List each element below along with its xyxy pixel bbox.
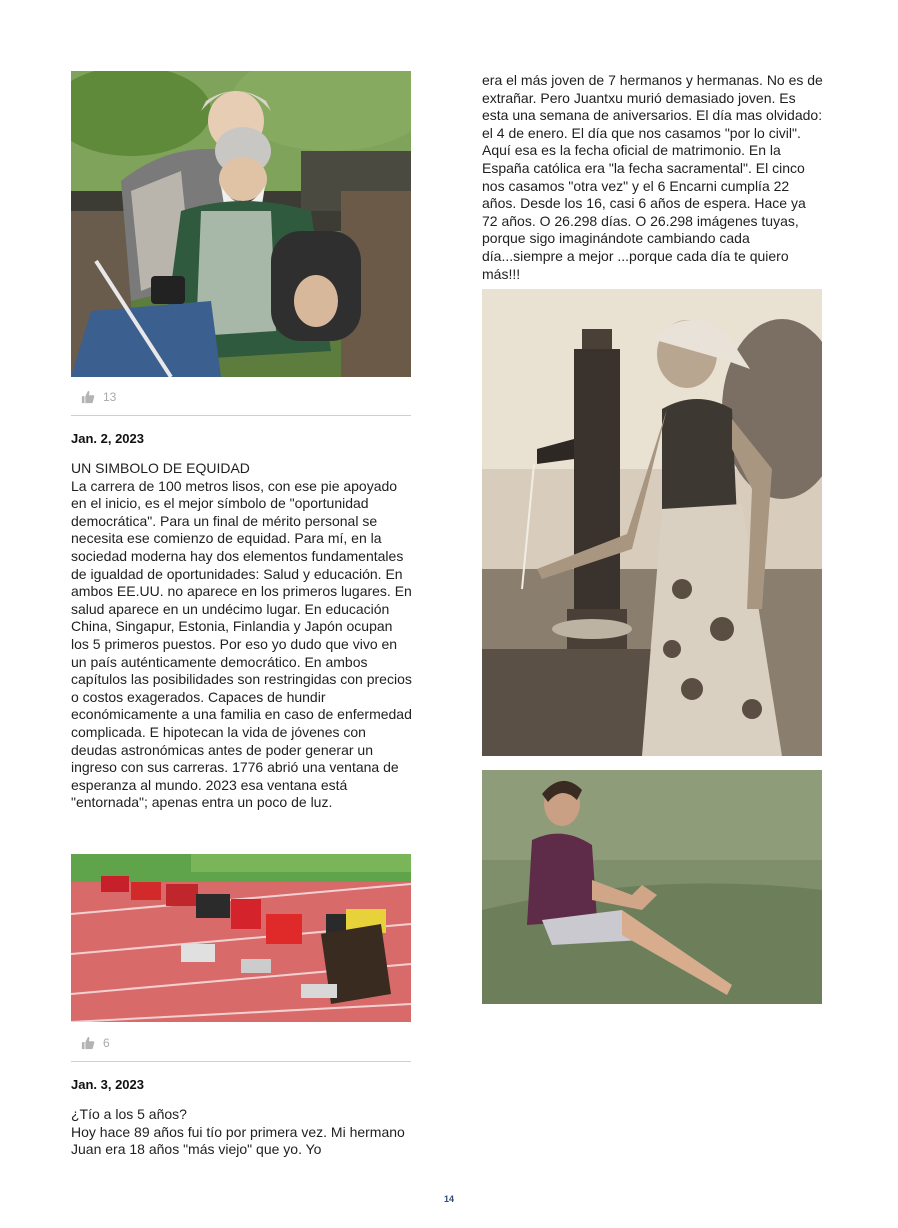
post-text	[71, 1106, 413, 1159]
sprint-photo	[71, 854, 411, 1022]
like-row[interactable]	[81, 390, 116, 404]
post-date: Jan. 3, 2023	[71, 1077, 144, 1092]
post-divider	[71, 415, 411, 416]
post-text	[71, 460, 413, 812]
post-title: ¿Tío a los 5 años?	[71, 1106, 187, 1122]
post-date: Jan. 2, 2023	[71, 431, 144, 446]
thumbs-up-icon[interactable]	[81, 1036, 95, 1050]
thumbs-up-icon[interactable]	[81, 390, 95, 404]
like-row[interactable]	[81, 1036, 110, 1050]
grass-photo	[482, 770, 822, 1004]
couple-photo	[71, 71, 411, 377]
post-body: La carrera de 100 metros lisos, con ese pie apoyado en el inicio, es el mejor símbolo de "oportunidad democrática". Para un final de mérito personal se necesita ese comienzo de equidad. Para mí, en la sociedad moderna hay dos elementos fundamentales de igualdad de oportunidades: Salud y educación. En ambos EE.UU. no aparece en los primeros lugares. En salud aparece en un undécimo lugar. En educación China, Singapur, Estonia, Finlandia y Japón ocupan los 5 primeros puestos. Por eso yo dudo que vivo en un país auténticamente democrático. En ambos capítulos las posibilidades son restringidas con precios o costos exagerados. Capaces de hundir económicamente a una familia en caso de enfermedad complicada. E hipotecan la vida de jóvenes con deudas astronómicas antes de poder generar un ingreso con sus carreras. 1776 abrió una ventana de esperanza al mundo. 2023 esa ventana está "entornada"; apenas entra un poco de luz.	[71, 477, 412, 811]
fountain-photo	[482, 289, 822, 756]
like-count: 13	[103, 390, 117, 404]
post-body: Hoy hace 89 años fui tío por primera vez. Mi hermano Juan era 18 años "más viejo" que yo. Yo	[71, 1123, 405, 1158]
post-body-continued: era el más joven de 7 hermanos y hermanas. No es de extrañar. Pero Juantxu murió demasiado joven. Es esta una semana de aniversarios. El día mas olvidado: el 4 de enero. El día que nos casamos "por lo civil". Aquí esa es la fecha oficial de matrimonio. En la España católica era "la fecha sacramental". El cinco nos casamos "otra vez" y el 6 Encarni cumplía 22 años. Desde los 16, casi 6 años de espera. Hace ya 72 años. O 26.298 días. O 26.298 imágenes tuyas, porque sigo imaginándote cambiando cada día...siempre a mejor ...porque cada día te quiero más!!!	[482, 72, 823, 282]
page-number: 14	[443, 1194, 454, 1204]
like-count: 6	[103, 1036, 110, 1050]
post-text-continued	[482, 72, 824, 283]
post-divider	[71, 1061, 411, 1062]
post-title: UN SIMBOLO DE EQUIDAD	[71, 460, 250, 476]
